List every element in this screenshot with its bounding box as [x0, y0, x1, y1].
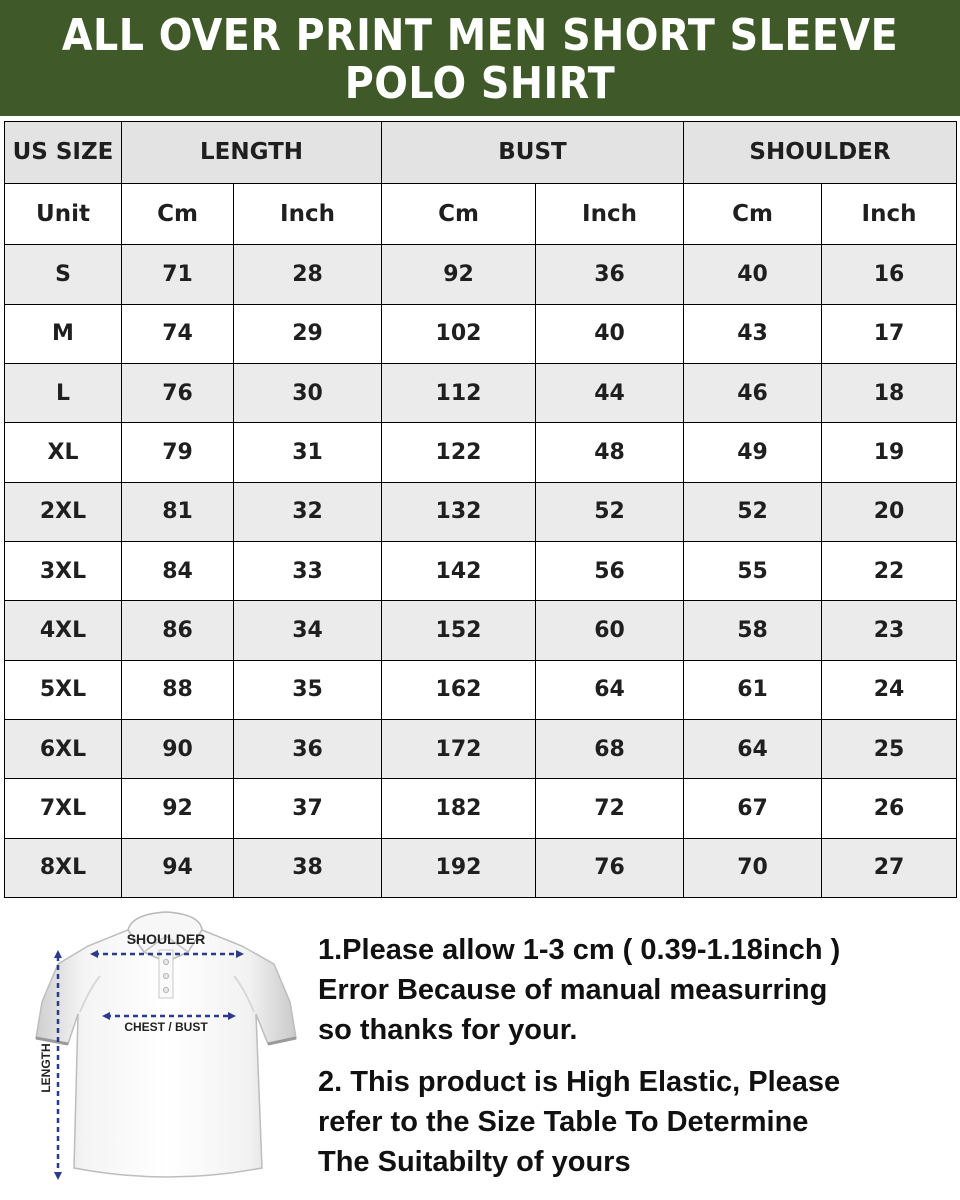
length-cm: 76 — [122, 363, 234, 422]
header-length: LENGTH — [122, 122, 382, 184]
shoulder-cm: 43 — [684, 304, 822, 363]
size-label: 4XL — [5, 601, 122, 660]
size-label: L — [5, 363, 122, 422]
length-inch: 36 — [234, 719, 382, 778]
table-row — [5, 304, 957, 363]
title-line-1: ALL OVER PRINT MEN SHORT SLEEVE — [61, 10, 899, 61]
unit-cell: Cm — [684, 183, 822, 245]
note-1-line: so thanks for your. — [318, 1014, 578, 1046]
length-inch: 33 — [234, 541, 382, 600]
header-shoulder: SHOULDER — [684, 122, 957, 184]
length-inch: 35 — [234, 660, 382, 719]
size-label: S — [5, 245, 122, 304]
table-row — [5, 363, 957, 422]
shoulder-inch: 20 — [822, 482, 957, 541]
size-label: 3XL — [5, 541, 122, 600]
length-inch: 28 — [234, 245, 382, 304]
length-cm: 94 — [122, 838, 234, 897]
length-cm: 79 — [122, 423, 234, 482]
length-cm: 86 — [122, 601, 234, 660]
size-label: 2XL — [5, 482, 122, 541]
shoulder-inch: 27 — [822, 838, 957, 897]
table-row — [5, 719, 957, 778]
shoulder-inch: 16 — [822, 245, 957, 304]
shoulder-inch: 22 — [822, 541, 957, 600]
shoulder-cm: 49 — [684, 423, 822, 482]
note-2-line: 2. This product is High Elastic, Please — [318, 1066, 841, 1098]
shoulder-inch: 26 — [822, 779, 957, 838]
unit-cell: Inch — [234, 183, 382, 245]
bust-cm: 92 — [382, 245, 536, 304]
shoulder-cm: 55 — [684, 541, 822, 600]
unit-cell: Unit — [5, 183, 122, 245]
header-bust: BUST — [382, 122, 684, 184]
table-row — [5, 779, 957, 838]
length-cm: 90 — [122, 719, 234, 778]
note-1 — [318, 930, 948, 1050]
bust-cm: 192 — [382, 838, 536, 897]
length-inch: 38 — [234, 838, 382, 897]
table-row — [5, 601, 957, 660]
bust-inch: 48 — [536, 423, 684, 482]
bust-inch: 56 — [536, 541, 684, 600]
bust-cm: 182 — [382, 779, 536, 838]
table-row — [5, 245, 957, 304]
size-label: 7XL — [5, 779, 122, 838]
bust-cm: 142 — [382, 541, 536, 600]
bust-inch: 52 — [536, 482, 684, 541]
table-row — [5, 838, 957, 897]
shoulder-cm: 52 — [684, 482, 822, 541]
bust-inch: 76 — [536, 838, 684, 897]
title-banner — [0, 0, 960, 116]
unit-cell: Inch — [536, 183, 684, 245]
shoulder-label: SHOULDER — [126, 931, 206, 947]
length-cm: 81 — [122, 482, 234, 541]
bust-cm: 162 — [382, 660, 536, 719]
length-cm: 88 — [122, 660, 234, 719]
bust-cm: 122 — [382, 423, 536, 482]
bust-cm: 112 — [382, 363, 536, 422]
size-label: M — [5, 304, 122, 363]
length-inch: 32 — [234, 482, 382, 541]
shoulder-cm: 58 — [684, 601, 822, 660]
note-2-line: The Suitabilty of yours — [318, 1146, 631, 1178]
shoulder-inch: 25 — [822, 719, 957, 778]
size-table — [4, 121, 957, 898]
note-2 — [318, 1062, 948, 1182]
shirt-icon — [36, 912, 296, 1177]
shoulder-inch: 19 — [822, 423, 957, 482]
length-cm: 71 — [122, 245, 234, 304]
length-inch: 30 — [234, 363, 382, 422]
length-inch: 31 — [234, 423, 382, 482]
bust-inch: 36 — [536, 245, 684, 304]
table-row — [5, 423, 957, 482]
shoulder-cm: 61 — [684, 660, 822, 719]
shoulder-cm: 40 — [684, 245, 822, 304]
bust-inch: 64 — [536, 660, 684, 719]
table-row — [5, 660, 957, 719]
bust-inch: 40 — [536, 304, 684, 363]
bust-inch: 68 — [536, 719, 684, 778]
note-1-line: 1.Please allow 1-3 cm ( 0.39-1.18inch ) — [318, 934, 841, 966]
size-label: 8XL — [5, 838, 122, 897]
unit-cell: Cm — [382, 183, 536, 245]
note-1-line: Error Because of manual measurring — [318, 974, 828, 1006]
shoulder-inch: 18 — [822, 363, 957, 422]
length-inch: 29 — [234, 304, 382, 363]
size-label: 6XL — [5, 719, 122, 778]
chest-bust-label: CHEST / BUST — [124, 1020, 208, 1034]
bust-cm: 152 — [382, 601, 536, 660]
size-label: 5XL — [5, 660, 122, 719]
length-cm: 92 — [122, 779, 234, 838]
shoulder-cm: 67 — [684, 779, 822, 838]
shoulder-cm: 64 — [684, 719, 822, 778]
table-header-row — [5, 122, 957, 184]
bust-cm: 102 — [382, 304, 536, 363]
shoulder-inch: 24 — [822, 660, 957, 719]
title-line-2: POLO SHIRT — [344, 58, 616, 109]
bust-cm: 132 — [382, 482, 536, 541]
note-2-line: refer to the Size Table To Determine — [318, 1106, 809, 1138]
shoulder-inch: 17 — [822, 304, 957, 363]
unit-cell: Inch — [822, 183, 957, 245]
polo-shirt-measurement-diagram — [28, 906, 298, 1186]
length-inch: 37 — [234, 779, 382, 838]
bust-cm: 172 — [382, 719, 536, 778]
shoulder-cm: 46 — [684, 363, 822, 422]
shoulder-inch: 23 — [822, 601, 957, 660]
shoulder-cm: 70 — [684, 838, 822, 897]
length-inch: 34 — [234, 601, 382, 660]
length-cm: 74 — [122, 304, 234, 363]
table-row — [5, 541, 957, 600]
bust-inch: 60 — [536, 601, 684, 660]
unit-cell: Cm — [122, 183, 234, 245]
header-us-size: US SIZE — [5, 122, 122, 184]
table-unit-row — [5, 183, 957, 245]
bust-inch: 44 — [536, 363, 684, 422]
size-label: XL — [5, 423, 122, 482]
bust-inch: 72 — [536, 779, 684, 838]
length-label: LENGTH — [39, 1043, 53, 1093]
length-cm: 84 — [122, 541, 234, 600]
table-row — [5, 482, 957, 541]
